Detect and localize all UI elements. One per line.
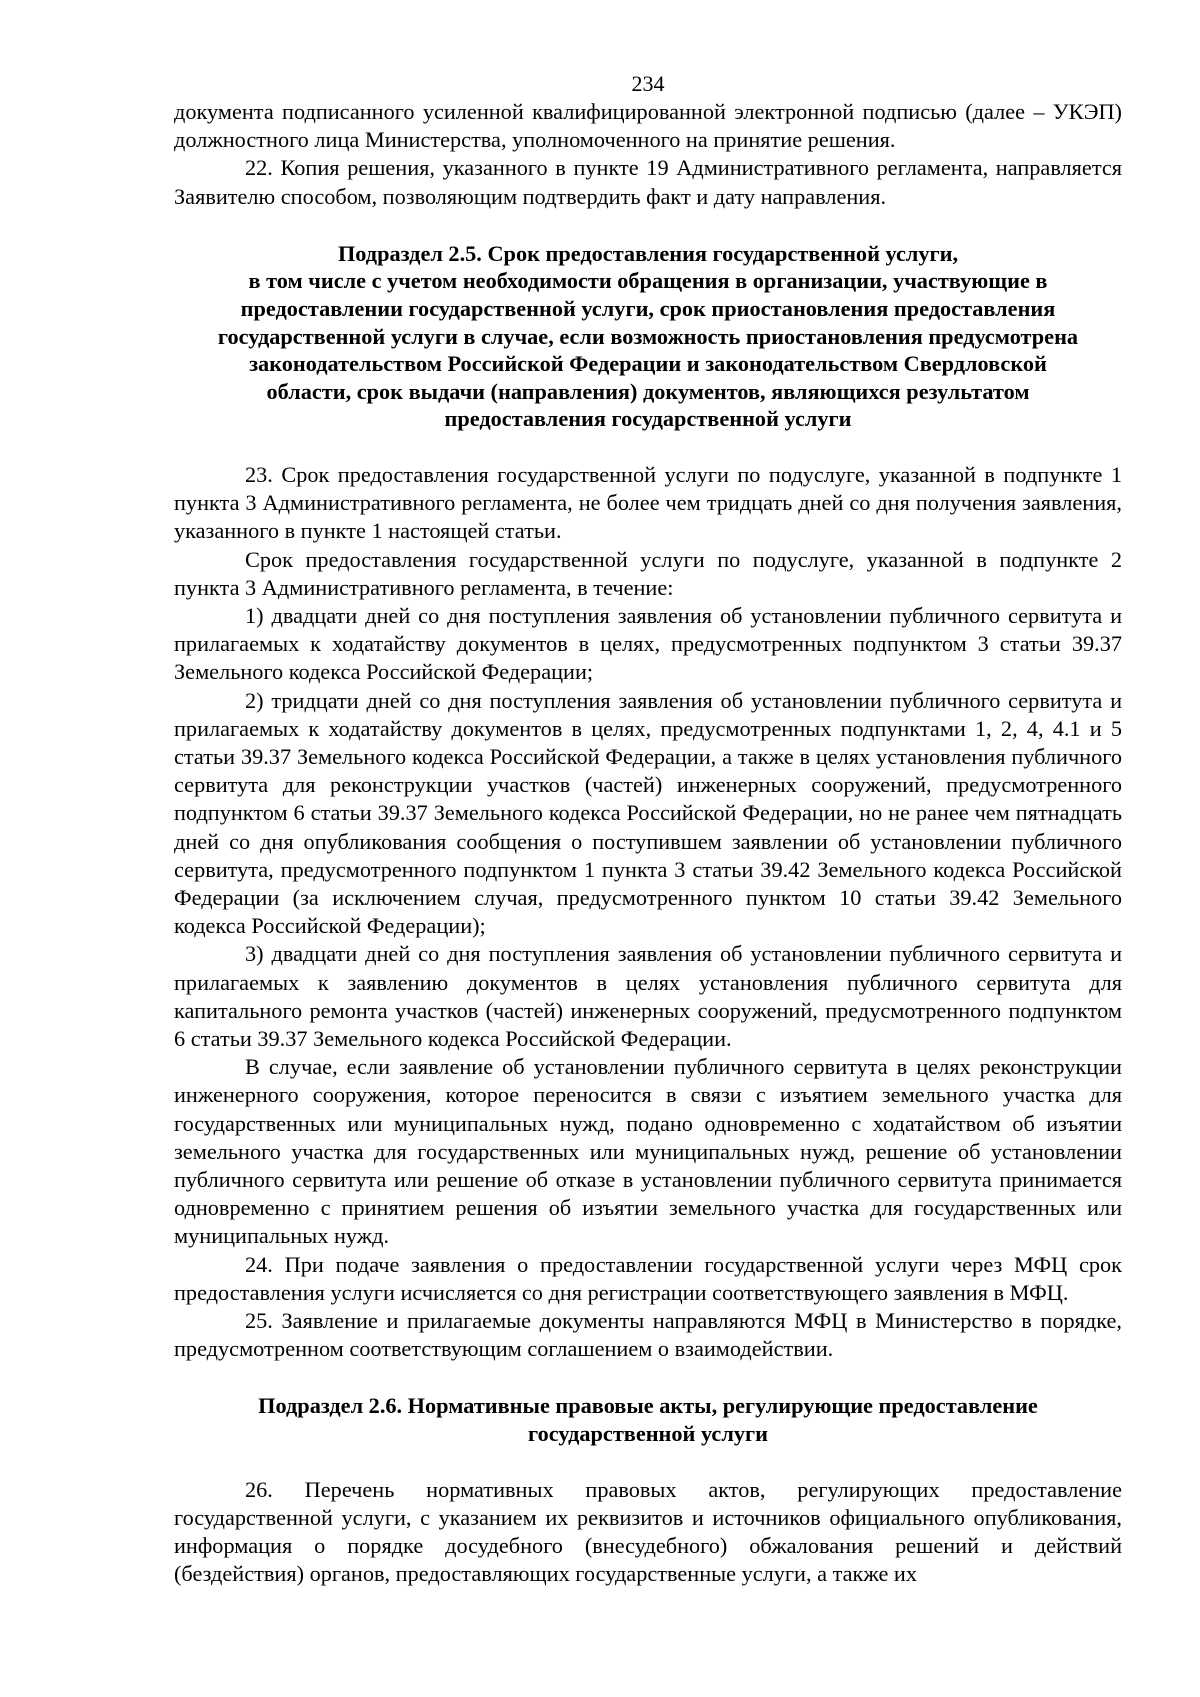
section-heading bbox=[174, 1392, 1122, 1447]
spacer bbox=[174, 1363, 1122, 1392]
section-heading bbox=[174, 240, 1122, 433]
paragraph: 3) двадцати дней со дня поступления заявления об установлении публичного сервитута и прилагаемых к заявлению документов в целях установления публичного сервитута для капитального ремонта участков (частей) инженерных сооружений, предусмотренного подпунктом 6 статьи 39.37 Земельного кодекса Российской Федерации. bbox=[174, 941, 1122, 1052]
paragraph: 24. При подаче заявления о предоставлении государственной услуги через МФЦ срок предоставления услуги исчисляется со дня регистрации соответствующего заявления в МФЦ. bbox=[174, 1251, 1122, 1305]
section-heading-line: предоставлении государственной услуги, срок приостановления предоставления bbox=[240, 296, 1056, 321]
paragraph: В случае, если заявление об установлении публичного сервитута в целях реконструкции инженерного сооружения, которое переносится в связи с изъятием земельного участка для государственных или муниципальных нужд, подано одновременно с ходатайством об изъятии земельного участка для государственных или муниципальных нужд, решение об установлении публичного сервитута или решение об отказе в установлении публичного сервитута принимается одновременно с принятием решения об изъятии земельного участка для государственных или муниципальных нужд. bbox=[174, 1054, 1122, 1249]
paragraph: 23. Срок предоставления государственной услуги по подуслуге, указанной в подпункте 1 пункта 3 Административного регламента, не более чем тридцать дней со дня получения заявления, указанного в пункте 1 настоящей статьи. bbox=[174, 461, 1122, 544]
spacer bbox=[174, 211, 1122, 240]
section-heading-line: государственной услуги bbox=[528, 1421, 768, 1447]
document-body bbox=[174, 98, 1122, 1588]
section-heading-line: государственной услуги в случае, если возможность приостановления предусмотрена bbox=[217, 323, 1079, 349]
paragraph: 22. Копия решения, указанного в пункте 19 Административного регламента, направляется Заявителю способом, позволяющим подтвердить факт и дату направления. bbox=[174, 155, 1122, 209]
section-heading-line: предоставления государственной услуги bbox=[444, 406, 852, 432]
paragraph: 1) двадцати дней со дня поступления заявления об установлении публичного сервитута и прилагаемых к ходатайству документов в целях, предусмотренных подпунктом 3 статьи 39.37 Земельного кодекса Российской Федерации; bbox=[174, 602, 1122, 685]
section-heading-line: Подраздел 2.5. Срок предоставления государственной услуги, bbox=[337, 240, 959, 266]
section-heading-line: законодательством Российской Федерации и законодательством Свердловской bbox=[249, 351, 1047, 377]
spacer bbox=[174, 1448, 1122, 1476]
page-number: 234 bbox=[631, 71, 665, 96]
paragraph: 25. Заявление и прилагаемые документы направляются МФЦ в Министерство в порядке, предусмотренном соответствующим соглашением о взаимодействии. bbox=[174, 1308, 1122, 1362]
section-heading-line: Подраздел 2.6. Нормативные правовые акты, регулирующие предоставление bbox=[258, 1393, 1038, 1419]
paragraph: документа подписанного усиленной квалифицированной электронной подписью (далее – УКЭП) должностного лица Министерства, уполномоченного на принятие решения. bbox=[174, 99, 1122, 153]
paragraph: 2) тридцати дней со дня поступления заявления об установлении публичного сервитута и прилагаемых к ходатайству документов в целях, предусмотренных подпунктами 1, 2, 4, 4.1 и 5 статьи 39.37 Земельного кодекса Российской Федерации, а также в целях установления публичного сервитута для реконструкции участков (частей) инженерных сооружений, предусмотренного подпунктом 6 статьи 39.37 Земельного кодекса Российской Федерации, но не ранее чем пятнадцать дней со дня опубликования сообщения о поступившем заявлении об установлении публичного сервитута, предусмотренного подпунктом 1 пункта 3 статьи 39.42 Земельного кодекса Российской Федерации (за исключением случая, предусмотренного пунктом 10 статьи 39.42 Земельного кодекса Российской Федерации); bbox=[174, 687, 1122, 939]
section-heading-line: в том числе с учетом необходимости обращения в организации, участвующие в bbox=[248, 268, 1048, 294]
paragraph: Срок предоставления государственной услуги по подуслуге, указанной в подпункте 2 пункта 3 Административного регламента, в течение: bbox=[174, 546, 1122, 600]
spacer bbox=[174, 433, 1122, 461]
section-heading-line: области, срок выдачи (направления) документов, являющихся результатом bbox=[266, 378, 1030, 404]
paragraph: 26. Перечень нормативных правовых актов, регулирующих предоставление государственной услуги, с указанием их реквизитов и источников официального опубликования, информация о порядке досудебного (внесудебного) обжалования решений и действий (бездействия) органов, предоставляющих государственные услуги, а также их bbox=[174, 1476, 1122, 1587]
document-page bbox=[174, 70, 1122, 1588]
